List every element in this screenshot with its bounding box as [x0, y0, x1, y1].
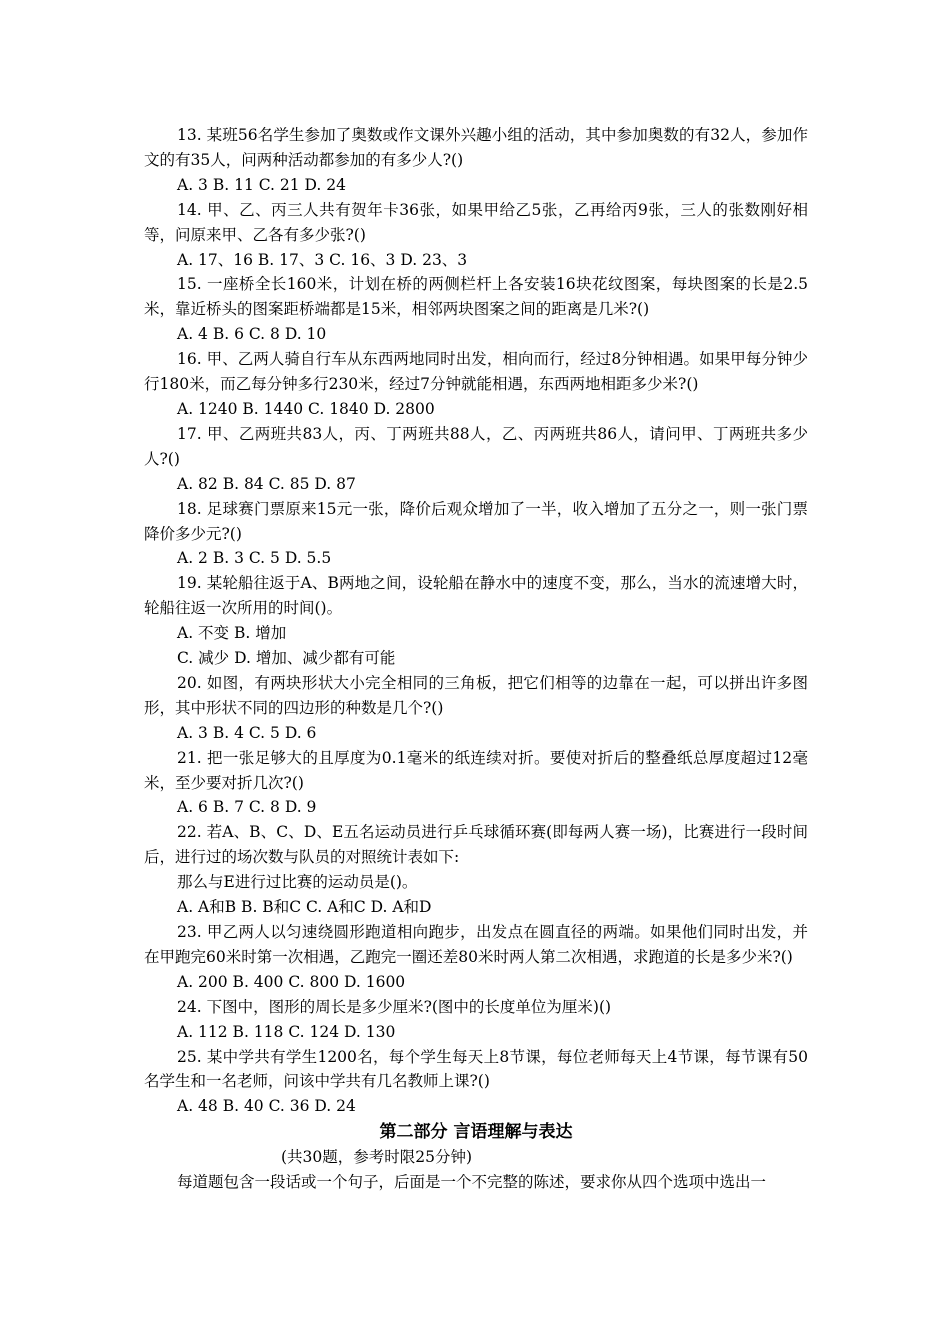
- question-item: [144, 746, 808, 821]
- question-stem: 16. 甲、乙两人骑自行车从东西两地同时出发，相向而行，经过8分钟相遇。如果甲每分钟少行180米，而乙每分钟多行230米，经过7分钟就能相遇，东西两地相距多少米?(): [144, 350, 808, 394]
- question-item: [144, 920, 808, 995]
- question-item: [144, 571, 808, 671]
- question-options: A. 3 B. 11 C. 21 D. 24: [177, 175, 346, 194]
- question-options: A. 2 B. 3 C. 5 D. 5.5: [177, 549, 332, 568]
- question-item: [144, 671, 808, 746]
- question-options: C. 减少 D. 增加、减少都有可能: [177, 649, 396, 668]
- document-body: [144, 123, 808, 1195]
- question-stem: 18. 足球赛门票原来15元一张，降价后观众增加了一半，收入增加了五分之一，则一张门票降价多少元?(): [144, 499, 808, 543]
- question-options: A. 200 B. 400 C. 800 D. 1600: [177, 972, 406, 991]
- question-stem: 21. 把一张足够大的且厚度为0.1毫米的纸连续对折。要使对折后的整叠纸总厚度超过12毫米，至少要对折几次?(): [144, 748, 808, 792]
- question-item: [144, 272, 808, 347]
- question-options: A. 6 B. 7 C. 8 D. 9: [177, 798, 317, 817]
- section-subtitle: (共30题，参考时限25分钟): [281, 1148, 473, 1167]
- question-stem: 24. 下图中，图形的周长是多少厘米?(图中的长度单位为厘米)(): [177, 997, 612, 1016]
- question-stem: 22. 若A、B、C、D、E五名运动员进行乒乓球循环赛(即每两人赛一场)，比赛进行一段时间后，进行过的场次数与队员的对照统计表如下:: [144, 823, 808, 867]
- question-stem: 13. 某班56名学生参加了奥数或作文课外兴趣小组的活动，其中参加奥数的有32人，参加作文的有35人，问两种活动都参加的有多少人?(): [144, 126, 808, 169]
- question-item: [144, 422, 808, 497]
- question-item: [144, 123, 808, 198]
- question-options: A. 82 B. 84 C. 85 D. 87: [177, 474, 356, 493]
- question-stem: 14. 甲、乙、丙三人共有贺年卡36张，如果甲给乙5张，乙再给丙9张，三人的张数刚好相等，问原来甲、乙各有多少张?(): [144, 200, 808, 244]
- question-item: [144, 995, 808, 1045]
- question-options: A. 3 B. 4 C. 5 D. 6: [177, 723, 317, 742]
- question-item: [144, 497, 808, 572]
- question-options: A. 48 B. 40 C. 36 D. 24: [177, 1097, 356, 1116]
- question-list: [144, 123, 808, 1119]
- section-title: 第二部分 言语理解与表达: [379, 1122, 573, 1143]
- question-item: [144, 1045, 808, 1120]
- question-stem: 20. 如图，有两块形状大小完全相同的三角板，把它们相等的边靠在一起，可以拼出许多图形，其中形状不同的四边形的种数是几个?(): [144, 673, 808, 717]
- question-options: A. 1240 B. 1440 C. 1840 D. 2800: [177, 399, 435, 418]
- question-options: A. 17、16 B. 17、3 C. 16、3 D. 23、3: [177, 250, 468, 269]
- question-stem: 19. 某轮船往返于A、B两地之间，设轮船在静水中的速度不变，那么，当水的流速增大时，轮船往返一次所用的时间()。: [144, 574, 808, 618]
- question-stem: 17. 甲、乙两班共83人，丙、丁两班共88人，乙、丙两班共86人，请问甲、丁两班共多少人?(): [144, 424, 808, 468]
- question-options: A. A和B B. B和C C. A和C D. A和D: [177, 898, 432, 917]
- question-options: A. 112 B. 118 C. 124 D. 130: [177, 1022, 396, 1041]
- question-stem: 23. 甲乙两人以匀速绕圆形跑道相向跑步，出发点在圆直径的两端。如果他们同时出发，并在甲跑完60米时第一次相遇，乙跑完一圈还差80米时两人第二次相遇，求跑道的长是多少米?(): [144, 923, 808, 966]
- question-item: [144, 198, 808, 273]
- question-item: [144, 820, 808, 920]
- question-stem: 15. 一座桥全长160米，计划在桥的两侧栏杆上各安装16块花纹图案，每块图案的长是2.5米，靠近桥头的图案距桥端都是15米，相邻两块图案之间的距离是几米?(): [144, 275, 808, 319]
- question-item: [144, 347, 808, 422]
- question-options: A. 不变 B. 增加: [177, 624, 287, 643]
- question-stem: 25. 某中学共有学生1200名，每个学生每天上8节课，每位老师每天上4节课，每节课有50名学生和一名老师，问该中学共有几名教师上课?(): [144, 1047, 808, 1091]
- section-intro: 每道题包含一段话或一个句子，后面是一个不完整的陈述，要求你从四个选项中选出一: [177, 1173, 767, 1192]
- question-options: A. 4 B. 6 C. 8 D. 10: [177, 325, 327, 344]
- question-options: 那么与E进行过比赛的运动员是()。: [177, 873, 418, 892]
